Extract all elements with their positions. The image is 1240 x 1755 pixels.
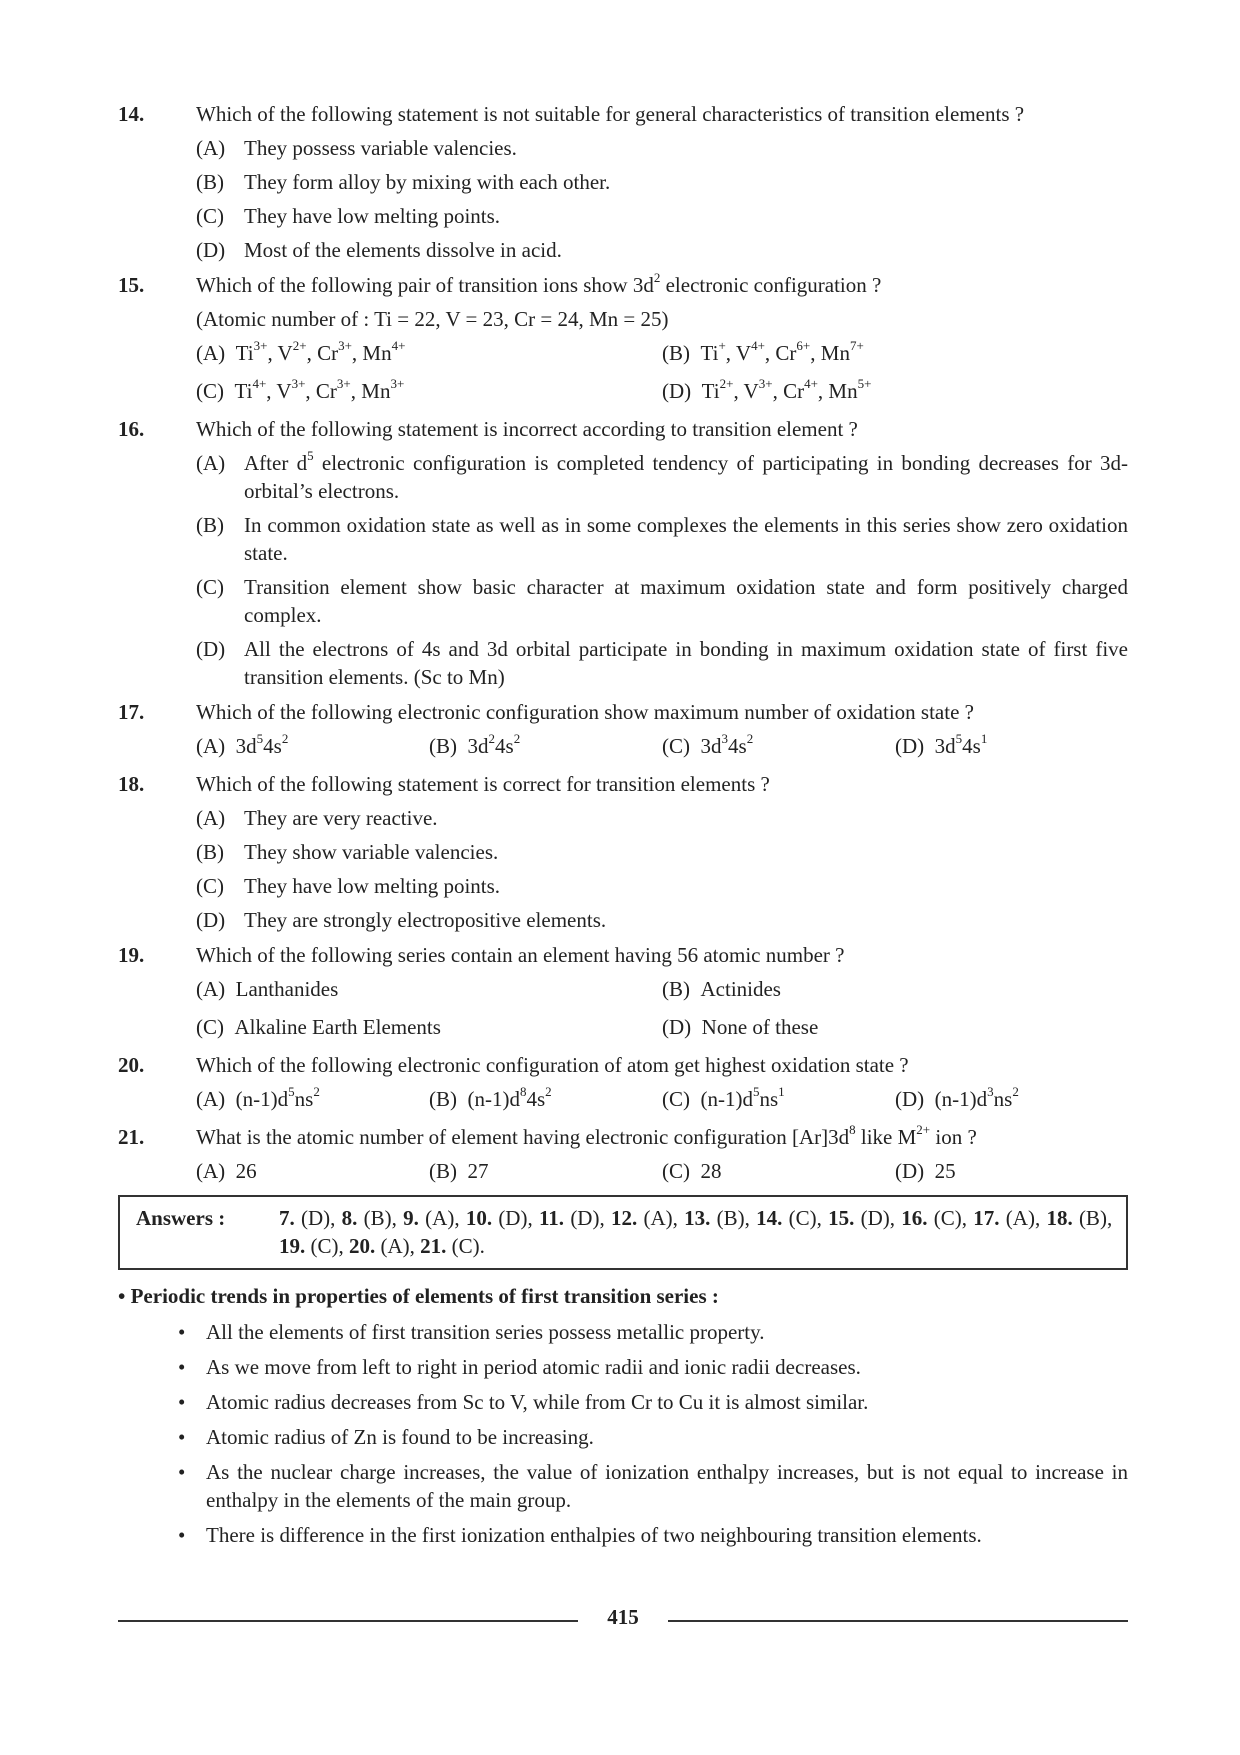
question	[118, 770, 1128, 934]
option-text: They are strongly electropositive elements.	[244, 908, 607, 932]
option-text: They have low melting points.	[244, 874, 501, 898]
option-text: 26	[235, 1159, 257, 1183]
option	[196, 449, 1128, 505]
option-text: $3d^34s^2$	[700, 731, 754, 758]
option-label: (D)	[196, 908, 226, 932]
option-text: They form alloy by mixing with each other.	[244, 170, 611, 194]
answer-option: (B)	[1078, 1206, 1107, 1230]
bullet-text: Atomic radius decreases from Sc to V, while from Cr to Cu it is almost similar.	[206, 1390, 869, 1414]
section-heading: • Periodic trends in properties of elements of first transition series :	[118, 1284, 719, 1308]
bullet-dot-icon: •	[178, 1460, 186, 1484]
question-number: 18.	[118, 772, 145, 796]
option	[196, 339, 662, 367]
option-text: All the electrons of 4s and 3d orbital participate in bonding in maximum oxidation state of first five transition elements. (Sc to Mn)	[244, 637, 1128, 689]
answer-item	[349, 1234, 410, 1258]
option-label: (D)	[895, 734, 925, 758]
question-number: 16.	[118, 417, 145, 441]
answer-item	[611, 1206, 673, 1230]
option-text: $Ti^{3+}$, $V^{2+}$, $Cr^{3+}$, $Mn^{4+}$	[235, 338, 406, 365]
option-text: $Ti^{2+}$, $V^{3+}$, $Cr^{4+}$, $Mn^{5+}$	[701, 376, 872, 403]
answer-question-number: 19.	[279, 1234, 306, 1258]
answer-item	[420, 1234, 480, 1258]
answer-option: (C)	[933, 1206, 962, 1230]
bullet-text: There is difference in the first ionization enthalpies of two neighbouring transition elements.	[206, 1523, 982, 1547]
answer-question-number: 12.	[610, 1206, 638, 1230]
answer-question-number: 8.	[341, 1206, 358, 1230]
option-label: (B)	[429, 734, 457, 758]
answer-key-box	[118, 1195, 1128, 1270]
question-number: 17.	[118, 700, 145, 724]
answer-question-number: 21.	[420, 1234, 447, 1258]
option	[196, 732, 429, 760]
answer-item	[403, 1206, 454, 1230]
bullet-item	[118, 1458, 1128, 1514]
option-label: (D)	[662, 1015, 692, 1039]
answer-item	[342, 1206, 392, 1230]
answer-option: (D)	[860, 1206, 890, 1230]
option-label: (A)	[196, 734, 226, 758]
question-number: 15.	[118, 273, 145, 297]
option-label: (C)	[196, 1015, 224, 1039]
bullet-item	[118, 1388, 1128, 1416]
option-label: (C)	[196, 874, 224, 898]
bullet-dot-icon: •	[178, 1390, 186, 1414]
option	[196, 1085, 429, 1113]
bullet-item	[118, 1353, 1128, 1381]
option	[196, 511, 1128, 567]
option	[895, 732, 1128, 760]
option-text: Alkaline Earth Elements	[234, 1015, 441, 1039]
option	[429, 1157, 662, 1185]
option	[196, 236, 1128, 264]
question	[118, 100, 1128, 264]
option-row	[196, 975, 1128, 1003]
option	[662, 377, 1128, 405]
option-text: $(n-1)d^84s^2$	[467, 1084, 552, 1111]
option-text: After $d^5$ electronic configuration is completed tendency of participating in bonding decreases for 3d-orbital’s electrons.	[244, 448, 1128, 503]
bullet-dot-icon: •	[178, 1320, 186, 1344]
option-label: (B)	[429, 1159, 457, 1183]
answer-question-number: 16.	[901, 1206, 928, 1230]
page-content	[118, 100, 1128, 1556]
option	[196, 1157, 429, 1185]
option-label: (B)	[196, 513, 224, 537]
question-text: Which of the following series contain an element having 56 atomic number ?	[196, 943, 845, 967]
answer-option: (A)	[380, 1234, 410, 1258]
option-text: They show variable valencies.	[244, 840, 499, 864]
answer-option: (D)	[498, 1206, 528, 1230]
question-list	[118, 100, 1128, 1185]
question-text: What is the atomic number of element having electronic configuration $[Ar]3d^8$ like $M^{2+}$ ion ?	[196, 1122, 977, 1149]
option-text: $(n-1)d^5ns^2$	[235, 1084, 320, 1111]
option-label: (A)	[196, 451, 226, 475]
option-label: (C)	[196, 204, 224, 228]
answer-key-list: 7. (D), 8. (B), 9. (A), 10. (D), 11. (D), 12. (A), 13. (B), 14. (C), 15. (D), 16. (C), 17. (A), 18. (B), 19. (C), 20. (A), 21. (C).	[279, 1206, 1113, 1258]
answer-option: (D)	[570, 1206, 600, 1230]
bullet-dot-icon: •	[178, 1523, 186, 1547]
answer-item	[279, 1206, 330, 1230]
bullet-item	[118, 1318, 1128, 1346]
answer-item	[973, 1206, 1035, 1230]
answer-item	[279, 1234, 339, 1258]
option-label: (D)	[662, 379, 692, 403]
answer-option: (A)	[643, 1206, 673, 1230]
option-label: (C)	[196, 379, 224, 403]
option-text: $3d^24s^2$	[467, 731, 521, 758]
question	[118, 271, 1128, 405]
answer-option: (A)	[425, 1206, 455, 1230]
option	[196, 804, 1128, 832]
option-label: (B)	[662, 977, 690, 1001]
bullet-dot-icon: •	[178, 1425, 186, 1449]
option	[662, 1085, 895, 1113]
option	[196, 975, 662, 1003]
answer-option: (B)	[716, 1206, 745, 1230]
question-number: 19.	[118, 943, 145, 967]
option-label: (C)	[196, 575, 224, 599]
option-text: In common oxidation state as well as in some complexes the elements in this series show zero oxidation state.	[244, 513, 1128, 565]
option-label: (C)	[662, 1159, 690, 1183]
option-row	[196, 1157, 1128, 1185]
bullet-item	[118, 1521, 1128, 1549]
option-row	[196, 732, 1128, 760]
option-text: They are very reactive.	[244, 806, 438, 830]
option	[429, 732, 662, 760]
bullet-item	[118, 1423, 1128, 1451]
option	[662, 339, 1128, 367]
option	[196, 377, 662, 405]
option-text: 28	[700, 1159, 722, 1183]
option-text: Lanthanides	[235, 977, 339, 1001]
answer-option: (B)	[363, 1206, 392, 1230]
answer-item	[684, 1206, 745, 1230]
answer-question-number: 9.	[403, 1206, 419, 1230]
question-text: Which of the following statement is incorrect according to transition element ?	[196, 417, 858, 441]
option-text: $Ti^{4+}$, $V^{3+}$, $Cr^{3+}$, $Mn^{3+}$	[234, 376, 405, 403]
option	[429, 1085, 662, 1113]
option	[895, 1085, 1128, 1113]
page-number: 415	[597, 1605, 649, 1629]
option	[196, 838, 1128, 866]
option-label: (B)	[196, 840, 224, 864]
answer-question-number: 17.	[973, 1206, 1000, 1230]
option-row	[196, 1085, 1128, 1113]
question-text: Which of the following electronic configuration of atom get highest oxidation state ?	[196, 1053, 909, 1077]
option	[196, 906, 1128, 934]
option-label: (B)	[662, 341, 690, 365]
question-number: 20.	[118, 1053, 145, 1077]
option-label: (D)	[895, 1087, 925, 1111]
answer-option: (D)	[301, 1206, 331, 1230]
option-text: 27	[467, 1159, 489, 1183]
option-label: (A)	[196, 1159, 226, 1183]
question-text: Which of the following electronic configuration show maximum number of oxidation state ?	[196, 700, 974, 724]
option-text: Actinides	[700, 977, 781, 1001]
option	[196, 573, 1128, 629]
bullet-text: Atomic radius of Zn is found to be increasing.	[206, 1425, 594, 1449]
option-label: (A)	[196, 341, 226, 365]
option-label: (D)	[196, 637, 226, 661]
option-text: None of these	[701, 1015, 819, 1039]
option	[196, 134, 1128, 162]
answer-item	[466, 1206, 528, 1230]
answer-item	[756, 1206, 817, 1230]
option	[662, 1013, 1128, 1041]
question-subtext: (Atomic number of : Ti = 22, V = 23, Cr = 24, Mn = 25)	[196, 307, 669, 331]
option-text: $3d^54s^1$	[934, 731, 988, 758]
question	[118, 698, 1128, 760]
question-number: 14.	[118, 102, 145, 126]
option	[895, 1157, 1128, 1185]
bullet-text: As the nuclear charge increases, the value of ionization enthalpy increases, but is not equal to increase in enthalpy in the elements of the main group.	[206, 1460, 1128, 1512]
option-label: (A)	[196, 977, 226, 1001]
option-label: (B)	[196, 170, 224, 194]
question-text: Which of the following statement is correct for transition elements ?	[196, 772, 770, 796]
option-label: (C)	[662, 734, 690, 758]
answer-option: (C)	[310, 1234, 339, 1258]
option-text: Transition element show basic character at maximum oxidation state and form positively charged complex.	[244, 575, 1128, 627]
option-text: They have low melting points.	[244, 204, 501, 228]
option-label: (A)	[196, 806, 226, 830]
option-text: Most of the elements dissolve in acid.	[244, 238, 562, 262]
option-label: (D)	[895, 1159, 925, 1183]
option-text: Ti+, $V^{4+}$, $Cr^{6+}$, $Mn^{7+}$	[700, 338, 864, 365]
option	[196, 202, 1128, 230]
option	[196, 168, 1128, 196]
question	[118, 941, 1128, 1041]
option-text: They possess variable valencies.	[244, 136, 517, 160]
bullet-text: As we move from left to right in period atomic radii and ionic radii decreases.	[206, 1355, 861, 1379]
bullet-text: All the elements of first transition series possess metallic property.	[206, 1320, 765, 1344]
option-text: $3d^54s^2$	[235, 731, 289, 758]
question-text: Which of the following statement is not suitable for general characteristics of transition elements ?	[196, 102, 1025, 126]
option-text: 25	[934, 1159, 956, 1183]
option	[662, 732, 895, 760]
answer-question-number: 15.	[828, 1206, 855, 1230]
answer-question-number: 10.	[465, 1206, 493, 1230]
bullet-dot-icon: •	[178, 1355, 186, 1379]
question	[118, 1123, 1128, 1185]
question-text: Which of the following pair of transition ions show $3d^2$ electronic configuration ?	[196, 270, 882, 297]
bullet-list	[118, 1318, 1128, 1549]
option	[662, 975, 1128, 1003]
answer-question-number: 14.	[756, 1206, 783, 1230]
question	[118, 1051, 1128, 1113]
option-label: (B)	[429, 1087, 457, 1111]
answer-item	[901, 1206, 962, 1230]
option-text: $(n-1)d^3ns^2$	[934, 1084, 1019, 1111]
answer-question-number: 18.	[1046, 1206, 1073, 1230]
answer-option: (A)	[1005, 1206, 1035, 1230]
option	[662, 1157, 895, 1185]
option	[196, 1013, 662, 1041]
option-label: (A)	[196, 1087, 226, 1111]
option-label: (D)	[196, 238, 226, 262]
option-row	[196, 339, 1128, 367]
page-footer	[118, 1605, 1128, 1635]
option-row	[196, 1013, 1128, 1041]
answer-option: (C)	[788, 1206, 817, 1230]
answer-question-number: 7.	[279, 1206, 295, 1230]
option-label: (C)	[662, 1087, 690, 1111]
option	[196, 635, 1128, 691]
option-label: (A)	[196, 136, 226, 160]
answer-question-number: 13.	[684, 1206, 711, 1230]
question-number: 21.	[118, 1125, 145, 1149]
answer-key-label: Answers :	[136, 1206, 226, 1230]
answer-item	[539, 1206, 600, 1230]
answer-question-number: 11.	[538, 1206, 565, 1230]
option	[196, 872, 1128, 900]
question	[118, 415, 1128, 691]
answer-item	[1046, 1206, 1107, 1230]
answer-option: (C)	[451, 1234, 480, 1258]
answer-item	[828, 1206, 890, 1230]
option-row	[196, 377, 1128, 405]
answer-question-number: 20.	[349, 1234, 376, 1258]
option-text: $(n-1)d^5ns^1$	[700, 1084, 785, 1111]
